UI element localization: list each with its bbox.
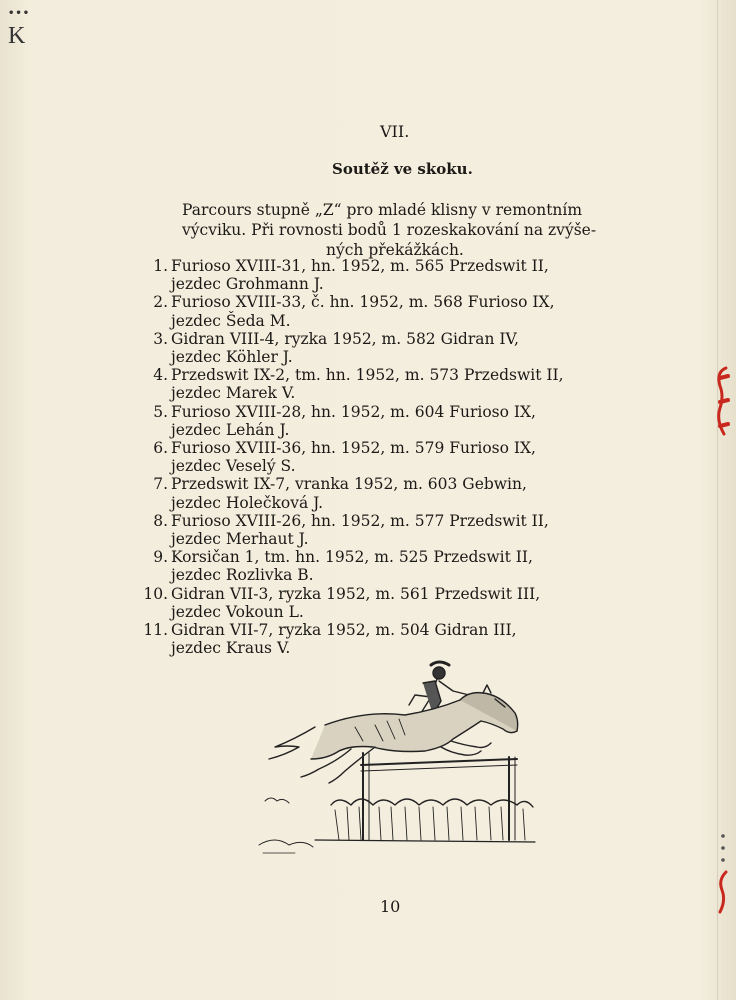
rider-name: jezdec Rozlivka B. (171, 566, 314, 585)
list-item-rank: 11. (143, 621, 168, 640)
horse-entry: Furioso XVIII-36, hn. 1952, m. 579 Furioso IX, (171, 439, 536, 458)
horse-entry: Gidran VII-7, ryzka 1952, m. 504 Gidran III, (171, 621, 517, 640)
k-logo-icon: ••• K (8, 8, 31, 49)
horse-entry: Przedswit IX-7, vranka 1952, m. 603 Gebwin, (171, 475, 527, 494)
horse-entry: Gidran VII-3, ryzka 1952, m. 561 Przedswit III, (171, 584, 541, 603)
list-item-text (171, 512, 549, 548)
section-title: Soutěž ve skoku. (332, 160, 473, 178)
list-item-rank: 9. (153, 548, 168, 567)
horse-entry: Furioso XVIII-26, hn. 1952, m. 577 Przedswit II, (171, 511, 549, 530)
intro-line: Parcours stupně „Z“ pro mladé klisny v remontním (182, 201, 583, 219)
horse-entry: Furioso XVIII-28, hn. 1952, m. 604 Furioso IX, (171, 402, 536, 421)
intro-paragraph (182, 200, 622, 260)
intro-line: výcviku. Při rovnosti bodů 1 rozeskakování na zvýše- (182, 221, 597, 239)
results-list (128, 257, 588, 657)
rider-name: jezdec Vokoun L. (171, 602, 304, 621)
list-item-text (171, 330, 519, 366)
list-item (128, 548, 588, 584)
list-item (128, 293, 588, 329)
list-item-text (171, 366, 564, 402)
list-item-text (171, 403, 536, 439)
list-item-rank: 7. (153, 475, 168, 494)
list-item (128, 585, 588, 621)
list-item-rank: 8. (153, 511, 168, 530)
binding-thread (676, 0, 736, 1000)
list-item-text (171, 293, 555, 329)
list-item-text (171, 257, 549, 293)
list-item-text (171, 621, 517, 657)
list-item (128, 330, 588, 366)
horse-entry: Furioso XVIII-31, hn. 1952, m. 565 Przedswit II, (171, 257, 549, 275)
list-item-rank: 6. (153, 439, 168, 458)
horse-entry: Przedswit IX-2, tm. hn. 1952, m. 573 Przedswit II, (171, 366, 564, 385)
list-item-text (171, 439, 536, 475)
rider-name: jezdec Lehán J. (171, 420, 290, 439)
list-item (128, 475, 588, 511)
rider-name: jezdec Marek V. (171, 384, 296, 403)
list-item-text (171, 585, 540, 621)
list-item (128, 403, 588, 439)
rider-name: jezdec Šeda M. (171, 311, 291, 330)
list-item-rank: 3. (153, 329, 168, 348)
horse-entry: Gidran VIII-4, ryzka 1952, m. 582 Gidran IV, (171, 329, 519, 348)
list-item-rank: 5. (153, 402, 168, 421)
page-number: 10 (380, 897, 401, 916)
list-item-rank: 4. (153, 366, 168, 385)
list-item-rank: 10. (143, 584, 168, 603)
rider-name: jezdec Holečková J. (171, 493, 324, 512)
horse-entry: Korsičan 1, tm. hn. 1952, m. 525 Przedswit II, (171, 548, 533, 567)
chapter-number: VII. (380, 122, 410, 141)
list-item-text (171, 475, 527, 511)
list-item (128, 439, 588, 475)
list-item-rank: 2. (153, 293, 168, 312)
list-item-rank: 1. (153, 257, 168, 275)
rider-name: jezdec Köhler J. (171, 348, 293, 367)
horse-jump-illustration (255, 655, 540, 865)
rider-name: jezdec Kraus V. (171, 639, 291, 658)
list-item (128, 366, 588, 402)
horse-entry: Furioso XVIII-33, č. hn. 1952, m. 568 Furioso IX, (171, 293, 555, 312)
rider-name: jezdec Veselý S. (171, 457, 296, 476)
list-item (128, 621, 588, 657)
list-item (128, 257, 588, 293)
intro-line: ných překážkách. (326, 241, 464, 259)
list-item-text (171, 548, 533, 584)
rider-name: jezdec Grohmann J. (171, 275, 324, 294)
list-item (128, 512, 588, 548)
rider-name: jezdec Merhaut J. (171, 530, 309, 549)
